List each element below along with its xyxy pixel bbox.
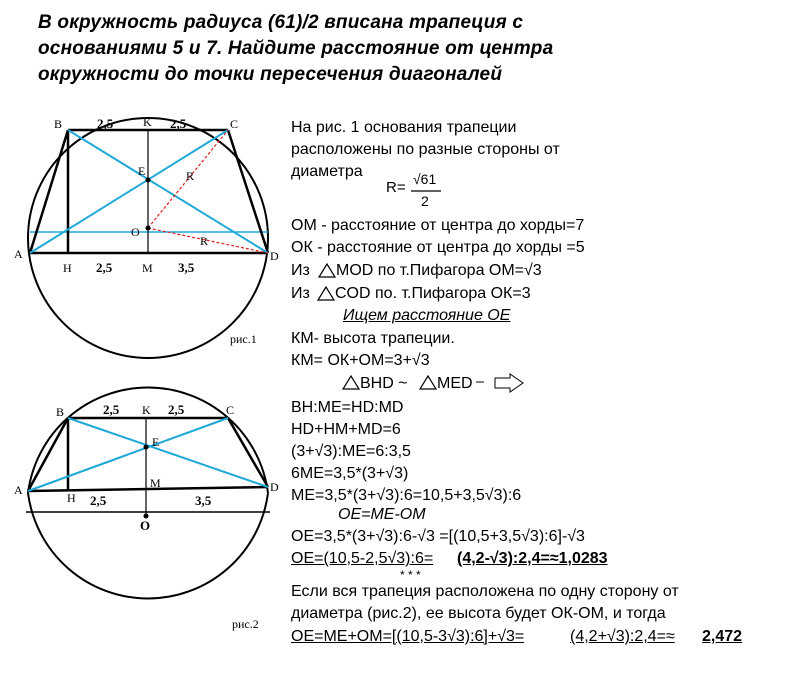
solution-line-7b: COD по. т.Пифагора ОК=3	[335, 285, 531, 302]
fig1-label-e: E	[138, 164, 146, 178]
solution-line-22a: OE=ME+OM=[(10,5-3√3):6]+√3=	[291, 628, 525, 645]
fig2-label-h: H	[67, 491, 76, 505]
fig1-label-bk: 2,5	[97, 116, 114, 131]
problem-line-2: основаниями 5 и 7. Найдите расстояние от центра	[38, 38, 554, 59]
fig1-point-e	[146, 178, 151, 183]
solution-line-13: HD+HM+MD=6	[291, 421, 401, 438]
solution-line-22c: 2,472	[702, 628, 743, 645]
solution-line-20: Если вся трапеция расположена по одну сторону от	[291, 583, 679, 600]
r-prefix: R=	[386, 179, 406, 196]
triangle-icon	[319, 264, 335, 277]
fig1-diagonal-ca	[30, 130, 228, 253]
solution-line-19b: (4,2-√3):2,4=≈1,0283	[457, 550, 608, 567]
arrow-right-icon	[495, 374, 523, 392]
fig1-diagonal-bd	[68, 130, 268, 253]
fig2-arc-lower	[28, 493, 268, 598]
fig1-label-md: 3,5	[178, 260, 195, 275]
triangle-icon	[420, 376, 436, 389]
solution-line-11b: MED	[437, 375, 473, 392]
fig1-label-k: K	[143, 115, 152, 129]
problem-line-3: окружности до точки пересечения диагоналей	[38, 64, 503, 85]
r-numerator: √61	[413, 171, 437, 187]
solution-line-1: На рис. 1 основания трапеции	[291, 119, 517, 136]
solution-line-18: OE=3,5*(3+√3):6-√3 =[(10,5+3,5√3):6]-√3	[291, 528, 585, 545]
fig1-label-a: A	[14, 247, 23, 261]
fig1-label-d: D	[270, 249, 279, 263]
fig1-label-r2: R	[200, 234, 209, 248]
solution-line-15: 6ME=3,5*(3+√3)	[291, 465, 409, 482]
fig1-label-h: H	[63, 261, 72, 275]
fig1-label-b: B	[54, 117, 63, 131]
solution-line-4: ОМ - расстояние от центра до хорды=7	[291, 217, 585, 234]
fig1-point-o	[146, 226, 151, 231]
fig1-label-r1: R	[186, 169, 195, 183]
fig2-side-cd	[228, 418, 268, 487]
solution-line-11a: BHD ~	[360, 375, 408, 392]
solution-line-3: диаметра	[291, 163, 363, 180]
fig2-label-bk: 2,5	[103, 402, 120, 417]
solution-line-9: КМ- высота трапеции.	[291, 330, 455, 347]
fig2-label-a: A	[14, 483, 23, 497]
triangle-icon	[318, 287, 334, 300]
fig1-caption: рис.1	[230, 332, 257, 346]
solution-line-8: Ищем расстояние ОЕ	[343, 307, 511, 324]
fig2-label-c: C	[226, 403, 235, 417]
fig1-side-ab	[30, 130, 68, 253]
solution-line-10: КМ= ОК+ОМ=3+√3	[291, 352, 430, 369]
solution-line-2: расположены по разные стороны от	[291, 141, 560, 158]
fig2-label-k: K	[142, 403, 151, 417]
problem-line-1: В окружность радиуса (61)/2 вписана трапеция с	[38, 12, 524, 33]
solution-line-7a: Из	[291, 285, 310, 302]
fig2-point-e	[144, 445, 149, 450]
fig1-label-o: O	[131, 225, 140, 239]
solution-line-14: (3+√3):ME=6:3,5	[291, 443, 411, 460]
solution-line-6b: MOD по т.Пифагора ОМ=√3	[336, 262, 542, 279]
fig2-label-md: 3,5	[195, 493, 212, 508]
fig2-label-e: E	[152, 435, 160, 449]
fig1-side-cd	[228, 130, 268, 253]
fig2-label-o: O	[140, 518, 151, 533]
fig2-label-hm: 2,5	[90, 493, 107, 508]
fig1-label-hm: 2,5	[96, 260, 113, 275]
fig2-label-kc: 2,5	[168, 402, 185, 417]
solution-line-22b: (4,2+√3):2,4=≈	[570, 628, 675, 645]
triangle-icon	[343, 376, 359, 389]
solution-line-6a: Из	[291, 262, 310, 279]
solution-line-16: ME=3,5*(3+√3):6=10,5+3,5√3):6	[291, 487, 522, 504]
fig2-label-b: B	[56, 405, 65, 419]
solution-line-17: OE=ME-OM	[338, 506, 426, 523]
fig2-label-d: D	[270, 480, 279, 494]
fig1-label-kc: 2,5	[170, 116, 187, 131]
fig1-label-c: C	[230, 117, 239, 131]
fig2-side-ab	[28, 418, 68, 491]
fig2-label-m: M	[150, 476, 161, 490]
fig1-label-m: M	[142, 261, 153, 275]
fig2-base-ad	[28, 487, 268, 491]
separator-stars: * * *	[400, 568, 421, 582]
r-denominator: 2	[421, 193, 429, 209]
solution-line-21: диаметра (рис.2), ее высота будет ОК-ОМ, и тогда	[291, 605, 666, 622]
solution-line-12: BH:ME=HD:MD	[291, 399, 404, 416]
solution-line-5: ОК - расстояние от центра до хорды =5	[291, 239, 585, 256]
fig2-caption: рис.2	[232, 617, 259, 631]
solution-line-19a: OE=(10,5-2,5√3):6=	[291, 550, 434, 567]
